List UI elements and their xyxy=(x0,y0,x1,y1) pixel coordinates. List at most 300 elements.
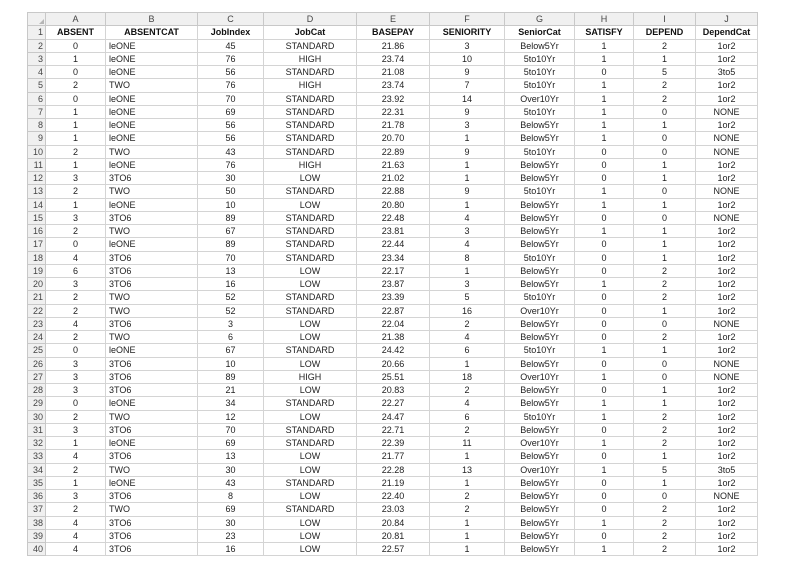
cell[interactable]: TWO xyxy=(106,463,198,476)
cell[interactable]: 70 xyxy=(198,92,264,105)
cell[interactable]: 1or2 xyxy=(696,278,758,291)
cell[interactable]: 4 xyxy=(430,331,505,344)
row-header[interactable]: 39 xyxy=(28,529,46,542)
cell[interactable]: 1or2 xyxy=(696,543,758,556)
row-header[interactable]: 14 xyxy=(28,198,46,211)
cell[interactable]: 2 xyxy=(634,516,696,529)
column-header-h[interactable]: H xyxy=(575,13,634,26)
cell[interactable]: 0 xyxy=(575,529,634,542)
cell[interactable]: TWO xyxy=(106,410,198,423)
cell[interactable]: STANDARD xyxy=(264,211,357,224)
cell[interactable]: 23.39 xyxy=(357,291,430,304)
row-header[interactable]: 22 xyxy=(28,304,46,317)
cell[interactable]: 1 xyxy=(575,132,634,145)
cell[interactable]: 3 xyxy=(46,172,106,185)
cell[interactable]: 1 xyxy=(430,450,505,463)
cell[interactable]: Below5Yr xyxy=(505,450,575,463)
cell[interactable]: 20.81 xyxy=(357,529,430,542)
cell[interactable]: 2 xyxy=(46,145,106,158)
cell[interactable]: 24.42 xyxy=(357,344,430,357)
cell[interactable]: 3TO6 xyxy=(106,450,198,463)
cell[interactable]: 20.80 xyxy=(357,198,430,211)
cell[interactable]: 0 xyxy=(634,357,696,370)
row-header[interactable]: 27 xyxy=(28,370,46,383)
cell[interactable]: 1 xyxy=(46,132,106,145)
cell[interactable]: 1or2 xyxy=(696,476,758,489)
cell[interactable]: HIGH xyxy=(264,370,357,383)
cell[interactable]: 21.77 xyxy=(357,450,430,463)
cell[interactable]: 1 xyxy=(634,225,696,238)
cell[interactable]: LOW xyxy=(264,543,357,556)
cell[interactable]: 23 xyxy=(198,529,264,542)
cell[interactable]: 1 xyxy=(575,198,634,211)
cell[interactable]: 67 xyxy=(198,225,264,238)
cell[interactable]: 3TO6 xyxy=(106,516,198,529)
cell[interactable]: NONE xyxy=(696,145,758,158)
cell[interactable]: TWO xyxy=(106,145,198,158)
cell[interactable]: 3TO6 xyxy=(106,172,198,185)
cell[interactable]: 1or2 xyxy=(696,291,758,304)
cell[interactable]: 23.74 xyxy=(357,52,430,65)
cell[interactable]: 1 xyxy=(430,543,505,556)
cell[interactable]: 1or2 xyxy=(696,79,758,92)
cell[interactable]: STANDARD xyxy=(264,423,357,436)
cell[interactable]: NONE xyxy=(696,211,758,224)
cell[interactable]: 34 xyxy=(198,397,264,410)
header-cell[interactable]: SeniorCat xyxy=(505,26,575,39)
cell[interactable]: Below5Yr xyxy=(505,503,575,516)
header-cell[interactable]: SENIORITY xyxy=(430,26,505,39)
cell[interactable]: STANDARD xyxy=(264,304,357,317)
cell[interactable]: 1 xyxy=(46,119,106,132)
cell[interactable]: 6 xyxy=(430,344,505,357)
cell[interactable]: 1or2 xyxy=(696,344,758,357)
cell[interactable]: 21.19 xyxy=(357,476,430,489)
cell[interactable]: NONE xyxy=(696,105,758,118)
cell[interactable]: 2 xyxy=(46,331,106,344)
cell[interactable]: 1 xyxy=(634,476,696,489)
cell[interactable]: 1or2 xyxy=(696,304,758,317)
cell[interactable]: 22.31 xyxy=(357,105,430,118)
cell[interactable]: Over10Yr xyxy=(505,304,575,317)
cell[interactable]: 5to10Yr xyxy=(505,291,575,304)
cell[interactable]: TWO xyxy=(106,79,198,92)
cell[interactable]: leONE xyxy=(106,198,198,211)
cell[interactable]: 13 xyxy=(198,450,264,463)
cell[interactable]: 43 xyxy=(198,476,264,489)
cell[interactable]: TWO xyxy=(106,291,198,304)
cell[interactable]: 1 xyxy=(46,198,106,211)
cell[interactable]: 56 xyxy=(198,119,264,132)
row-header[interactable]: 17 xyxy=(28,238,46,251)
cell[interactable]: 0 xyxy=(575,304,634,317)
row-header[interactable]: 30 xyxy=(28,410,46,423)
cell[interactable]: HIGH xyxy=(264,52,357,65)
cell[interactable]: 4 xyxy=(430,238,505,251)
cell[interactable]: HIGH xyxy=(264,158,357,171)
cell[interactable]: 5to10Yr xyxy=(505,105,575,118)
cell[interactable]: 0 xyxy=(575,264,634,277)
cell[interactable]: 22.40 xyxy=(357,490,430,503)
cell[interactable]: 3TO6 xyxy=(106,423,198,436)
cell[interactable]: 0 xyxy=(634,105,696,118)
cell[interactable]: 0 xyxy=(46,39,106,52)
cell[interactable]: LOW xyxy=(264,463,357,476)
cell[interactable]: 14 xyxy=(430,92,505,105)
cell[interactable]: Below5Yr xyxy=(505,119,575,132)
cell[interactable]: 1 xyxy=(430,529,505,542)
cell[interactable]: 1 xyxy=(430,476,505,489)
cell[interactable]: leONE xyxy=(106,476,198,489)
cell[interactable]: 6 xyxy=(46,264,106,277)
cell[interactable]: Over10Yr xyxy=(505,463,575,476)
cell[interactable]: Below5Yr xyxy=(505,264,575,277)
row-header[interactable]: 15 xyxy=(28,211,46,224)
header-cell[interactable]: SATISFY xyxy=(575,26,634,39)
cell[interactable]: 1 xyxy=(575,463,634,476)
cell[interactable]: STANDARD xyxy=(264,119,357,132)
cell[interactable]: leONE xyxy=(106,39,198,52)
cell[interactable]: 1 xyxy=(575,225,634,238)
cell[interactable]: TWO xyxy=(106,185,198,198)
cell[interactable]: Over10Yr xyxy=(505,92,575,105)
cell[interactable]: 0 xyxy=(634,490,696,503)
cell[interactable]: 1 xyxy=(430,264,505,277)
cell[interactable]: LOW xyxy=(264,198,357,211)
cell[interactable]: 0 xyxy=(575,291,634,304)
cell[interactable]: STANDARD xyxy=(264,105,357,118)
cell[interactable]: STANDARD xyxy=(264,132,357,145)
cell[interactable]: LOW xyxy=(264,331,357,344)
cell[interactable]: STANDARD xyxy=(264,225,357,238)
cell[interactable]: 1 xyxy=(46,476,106,489)
cell[interactable]: 22.89 xyxy=(357,145,430,158)
header-cell[interactable]: BASEPAY xyxy=(357,26,430,39)
cell[interactable]: 56 xyxy=(198,66,264,79)
cell[interactable]: 20.83 xyxy=(357,384,430,397)
cell[interactable]: 23.81 xyxy=(357,225,430,238)
cell[interactable]: 1 xyxy=(575,185,634,198)
cell[interactable]: STANDARD xyxy=(264,66,357,79)
cell[interactable]: LOW xyxy=(264,264,357,277)
cell[interactable]: NONE xyxy=(696,317,758,330)
cell[interactable]: 3TO6 xyxy=(106,264,198,277)
row-header[interactable]: 6 xyxy=(28,92,46,105)
row-header[interactable]: 33 xyxy=(28,450,46,463)
cell[interactable]: 23.87 xyxy=(357,278,430,291)
cell[interactable]: 23.74 xyxy=(357,79,430,92)
cell[interactable]: 0 xyxy=(575,251,634,264)
cell[interactable]: 0 xyxy=(46,397,106,410)
cell[interactable]: 1 xyxy=(575,344,634,357)
cell[interactable]: 8 xyxy=(430,251,505,264)
cell[interactable]: 0 xyxy=(575,423,634,436)
cell[interactable]: 22.88 xyxy=(357,185,430,198)
cell[interactable]: 10 xyxy=(198,357,264,370)
cell[interactable]: STANDARD xyxy=(264,437,357,450)
cell[interactable]: 0 xyxy=(575,503,634,516)
row-header[interactable]: 13 xyxy=(28,185,46,198)
cell[interactable]: Below5Yr xyxy=(505,529,575,542)
cell[interactable]: 0 xyxy=(575,66,634,79)
cell[interactable]: 4 xyxy=(430,211,505,224)
cell[interactable]: 69 xyxy=(198,105,264,118)
cell[interactable]: 1or2 xyxy=(696,225,758,238)
row-header[interactable]: 12 xyxy=(28,172,46,185)
column-header-a[interactable]: A xyxy=(46,13,106,26)
cell[interactable]: 3TO6 xyxy=(106,357,198,370)
cell[interactable]: 1or2 xyxy=(696,119,758,132)
cell[interactable]: 1or2 xyxy=(696,503,758,516)
cell[interactable]: 23.03 xyxy=(357,503,430,516)
cell[interactable]: 69 xyxy=(198,437,264,450)
cell[interactable]: 3TO6 xyxy=(106,278,198,291)
cell[interactable]: STANDARD xyxy=(264,397,357,410)
cell[interactable]: leONE xyxy=(106,397,198,410)
cell[interactable]: Below5Yr xyxy=(505,158,575,171)
cell[interactable]: LOW xyxy=(264,384,357,397)
cell[interactable]: LOW xyxy=(264,317,357,330)
cell[interactable]: 2 xyxy=(634,437,696,450)
cell[interactable]: 3TO6 xyxy=(106,490,198,503)
cell[interactable]: 0 xyxy=(575,172,634,185)
cell[interactable]: 1 xyxy=(634,251,696,264)
cell[interactable]: 30 xyxy=(198,172,264,185)
cell[interactable]: Below5Yr xyxy=(505,331,575,344)
cell[interactable]: 7 xyxy=(430,79,505,92)
cell[interactable]: STANDARD xyxy=(264,145,357,158)
cell[interactable]: 1or2 xyxy=(696,437,758,450)
cell[interactable]: LOW xyxy=(264,278,357,291)
cell[interactable]: 2 xyxy=(430,423,505,436)
cell[interactable]: 3 xyxy=(430,225,505,238)
cell[interactable]: STANDARD xyxy=(264,238,357,251)
cell[interactable]: TWO xyxy=(106,304,198,317)
cell[interactable]: 11 xyxy=(430,437,505,450)
cell[interactable]: 5 xyxy=(634,463,696,476)
cell[interactable]: 1or2 xyxy=(696,158,758,171)
cell[interactable]: 4 xyxy=(46,529,106,542)
cell[interactable]: Below5Yr xyxy=(505,278,575,291)
cell[interactable]: leONE xyxy=(106,344,198,357)
cell[interactable]: leONE xyxy=(106,238,198,251)
cell[interactable]: 1 xyxy=(575,437,634,450)
cell[interactable]: 3to5 xyxy=(696,463,758,476)
row-header[interactable]: 4 xyxy=(28,66,46,79)
cell[interactable]: 3to5 xyxy=(696,66,758,79)
row-header[interactable]: 7 xyxy=(28,105,46,118)
cell[interactable]: 69 xyxy=(198,503,264,516)
cell[interactable]: leONE xyxy=(106,158,198,171)
header-cell[interactable]: JobIndex xyxy=(198,26,264,39)
row-header[interactable]: 29 xyxy=(28,397,46,410)
cell[interactable]: NONE xyxy=(696,185,758,198)
cell[interactable]: 30 xyxy=(198,463,264,476)
cell[interactable]: 22.04 xyxy=(357,317,430,330)
cell[interactable]: 1 xyxy=(634,172,696,185)
cell[interactable]: 2 xyxy=(46,185,106,198)
row-header[interactable]: 32 xyxy=(28,437,46,450)
cell[interactable]: 1 xyxy=(46,52,106,65)
cell[interactable]: 1 xyxy=(575,543,634,556)
row-header[interactable]: 28 xyxy=(28,384,46,397)
cell[interactable]: 1or2 xyxy=(696,423,758,436)
cell[interactable]: 21.08 xyxy=(357,66,430,79)
cell[interactable]: NONE xyxy=(696,357,758,370)
cell[interactable]: 1 xyxy=(634,198,696,211)
cell[interactable]: 13 xyxy=(198,264,264,277)
cell[interactable]: STANDARD xyxy=(264,344,357,357)
cell[interactable]: 18 xyxy=(430,370,505,383)
cell[interactable]: 0 xyxy=(575,357,634,370)
row-header[interactable]: 37 xyxy=(28,503,46,516)
cell[interactable]: 1or2 xyxy=(696,331,758,344)
cell[interactable]: 3 xyxy=(46,211,106,224)
cell[interactable]: 16 xyxy=(198,278,264,291)
cell[interactable]: 1or2 xyxy=(696,39,758,52)
cell[interactable]: 76 xyxy=(198,52,264,65)
cell[interactable]: 50 xyxy=(198,185,264,198)
cell[interactable]: 3 xyxy=(430,278,505,291)
cell[interactable]: 1 xyxy=(634,344,696,357)
cell[interactable]: Below5Yr xyxy=(505,357,575,370)
cell[interactable]: 1 xyxy=(430,158,505,171)
cell[interactable]: 3 xyxy=(198,317,264,330)
select-all-corner[interactable] xyxy=(28,13,46,26)
cell[interactable]: 22.71 xyxy=(357,423,430,436)
cell[interactable]: 22.87 xyxy=(357,304,430,317)
cell[interactable]: 2 xyxy=(46,410,106,423)
row-header[interactable]: 18 xyxy=(28,251,46,264)
row-header[interactable]: 34 xyxy=(28,463,46,476)
row-header[interactable]: 25 xyxy=(28,344,46,357)
cell[interactable]: 3TO6 xyxy=(106,543,198,556)
cell[interactable]: 6 xyxy=(198,331,264,344)
cell[interactable]: 89 xyxy=(198,238,264,251)
cell[interactable]: 4 xyxy=(46,317,106,330)
column-header-e[interactable]: E xyxy=(357,13,430,26)
cell[interactable]: 3 xyxy=(430,39,505,52)
cell[interactable]: 1or2 xyxy=(696,251,758,264)
cell[interactable]: 2 xyxy=(46,291,106,304)
row-header[interactable]: 40 xyxy=(28,543,46,556)
cell[interactable]: 76 xyxy=(198,79,264,92)
cell[interactable]: 9 xyxy=(430,105,505,118)
cell[interactable]: TWO xyxy=(106,503,198,516)
cell[interactable]: 1 xyxy=(575,79,634,92)
cell[interactable]: 1 xyxy=(634,397,696,410)
cell[interactable]: NONE xyxy=(696,490,758,503)
cell[interactable]: 10 xyxy=(198,198,264,211)
cell[interactable]: 1or2 xyxy=(696,198,758,211)
cell[interactable]: 2 xyxy=(634,503,696,516)
cell[interactable]: 2 xyxy=(634,92,696,105)
cell[interactable]: 1 xyxy=(430,172,505,185)
cell[interactable]: 2 xyxy=(634,410,696,423)
cell[interactable]: leONE xyxy=(106,437,198,450)
cell[interactable]: 0 xyxy=(575,384,634,397)
cell[interactable]: 1or2 xyxy=(696,52,758,65)
header-cell[interactable]: JobCat xyxy=(264,26,357,39)
cell[interactable]: STANDARD xyxy=(264,251,357,264)
row-header[interactable]: 9 xyxy=(28,132,46,145)
cell[interactable]: 3TO6 xyxy=(106,251,198,264)
cell[interactable]: STANDARD xyxy=(264,503,357,516)
cell[interactable]: 23.92 xyxy=(357,92,430,105)
row-header[interactable]: 3 xyxy=(28,52,46,65)
cell[interactable]: 22.17 xyxy=(357,264,430,277)
cell[interactable]: 0 xyxy=(634,185,696,198)
cell[interactable]: 22.57 xyxy=(357,543,430,556)
cell[interactable]: 2 xyxy=(430,490,505,503)
cell[interactable]: 22.27 xyxy=(357,397,430,410)
cell[interactable]: LOW xyxy=(264,172,357,185)
column-header-f[interactable]: F xyxy=(430,13,505,26)
cell[interactable]: 1 xyxy=(430,132,505,145)
row-header[interactable]: 36 xyxy=(28,490,46,503)
cell[interactable]: 2 xyxy=(46,304,106,317)
cell[interactable]: 21 xyxy=(198,384,264,397)
header-cell[interactable]: DEPEND xyxy=(634,26,696,39)
header-cell[interactable]: DependCat xyxy=(696,26,758,39)
cell[interactable]: 22.44 xyxy=(357,238,430,251)
cell[interactable]: 3 xyxy=(46,370,106,383)
cell[interactable]: 4 xyxy=(46,450,106,463)
cell[interactable]: leONE xyxy=(106,132,198,145)
cell[interactable]: 2 xyxy=(634,291,696,304)
cell[interactable]: 2 xyxy=(634,39,696,52)
cell[interactable]: Below5Yr xyxy=(505,423,575,436)
cell[interactable]: 1or2 xyxy=(696,172,758,185)
cell[interactable]: STANDARD xyxy=(264,291,357,304)
cell[interactable]: STANDARD xyxy=(264,92,357,105)
cell[interactable]: 1or2 xyxy=(696,384,758,397)
cell[interactable]: 0 xyxy=(634,211,696,224)
row-header[interactable]: 1 xyxy=(28,26,46,39)
cell[interactable]: 30 xyxy=(198,516,264,529)
cell[interactable]: Over10Yr xyxy=(505,370,575,383)
cell[interactable]: 1 xyxy=(46,158,106,171)
cell[interactable]: 5to10Yr xyxy=(505,79,575,92)
column-header-i[interactable]: I xyxy=(634,13,696,26)
cell[interactable]: 3TO6 xyxy=(106,211,198,224)
cell[interactable]: 1or2 xyxy=(696,450,758,463)
cell[interactable]: 56 xyxy=(198,132,264,145)
cell[interactable]: 2 xyxy=(634,278,696,291)
cell[interactable]: 0 xyxy=(575,476,634,489)
column-header-d[interactable]: D xyxy=(264,13,357,26)
cell[interactable]: 70 xyxy=(198,251,264,264)
cell[interactable]: TWO xyxy=(106,225,198,238)
cell[interactable]: 5 xyxy=(430,291,505,304)
cell[interactable]: 0 xyxy=(575,331,634,344)
cell[interactable]: 20.84 xyxy=(357,516,430,529)
cell[interactable]: STANDARD xyxy=(264,185,357,198)
header-cell[interactable]: ABSENTCAT xyxy=(106,26,198,39)
cell[interactable]: 3 xyxy=(46,384,106,397)
cell[interactable]: HIGH xyxy=(264,79,357,92)
row-header[interactable]: 24 xyxy=(28,331,46,344)
cell[interactable]: 2 xyxy=(634,529,696,542)
cell[interactable]: 1or2 xyxy=(696,264,758,277)
cell[interactable]: Below5Yr xyxy=(505,490,575,503)
cell[interactable]: 10 xyxy=(430,52,505,65)
cell[interactable]: 52 xyxy=(198,304,264,317)
cell[interactable]: Below5Yr xyxy=(505,397,575,410)
column-header-j[interactable]: J xyxy=(696,13,758,26)
cell[interactable]: 89 xyxy=(198,370,264,383)
cell[interactable]: 2 xyxy=(46,79,106,92)
